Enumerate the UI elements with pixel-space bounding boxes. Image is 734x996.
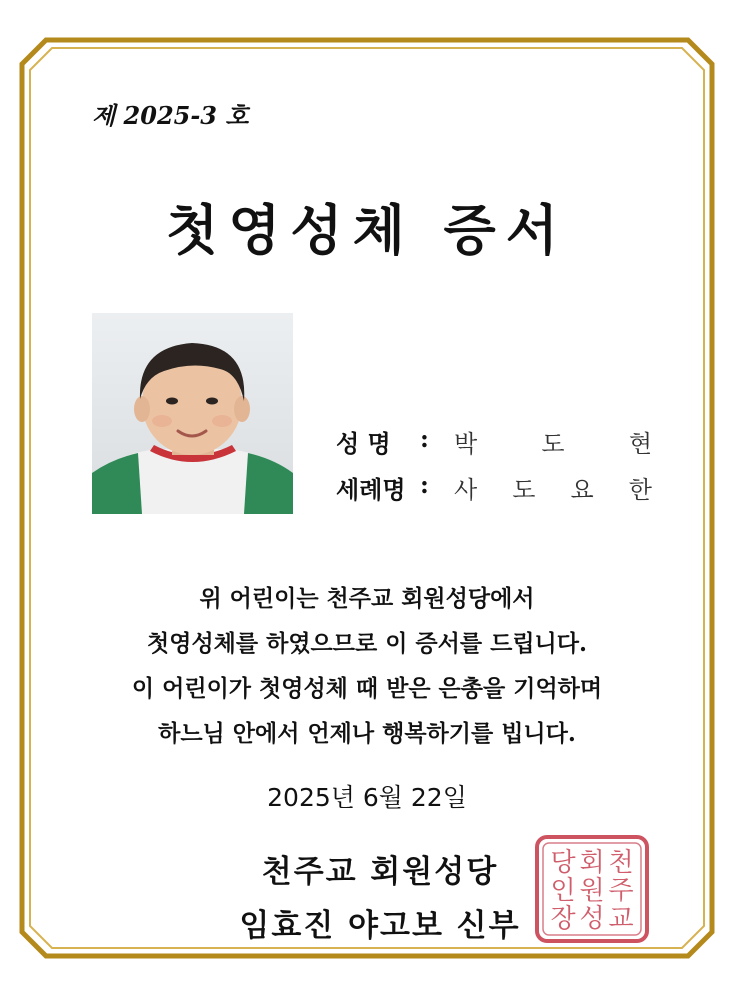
name-char: 도 <box>541 430 565 458</box>
baptism-char: 한 <box>628 476 652 504</box>
seal-char: 당 <box>550 848 576 878</box>
certificate-body <box>0 576 734 756</box>
baptism-name-colon: : <box>420 470 429 499</box>
issue-number: 제 2025-3 호 <box>92 101 249 130</box>
name-label: 성 명 <box>336 429 391 458</box>
child-portrait-photo <box>92 313 293 514</box>
seal-char: 장 <box>550 904 576 934</box>
red-seal-stamp <box>533 833 651 945</box>
certificate-title: 첫영성체 증서 <box>166 198 568 262</box>
certificate-date: 2025년 6월 22일 <box>267 783 467 812</box>
body-line: 첫영성체를 하였으므로 이 증서를 드립니다. <box>147 630 587 657</box>
body-line: 하느님 안에서 언제나 행복하기를 빕니다. <box>158 720 576 747</box>
name-char: 박 <box>454 430 478 458</box>
seal-char: 주 <box>608 876 634 906</box>
priest-name: 임효진 야고보 신부 <box>239 908 521 944</box>
baptism-name-label: 세례명 <box>336 475 406 504</box>
name-value <box>454 424 652 459</box>
seal-char: 교 <box>608 904 634 934</box>
parish-name: 천주교 회원성당 <box>261 854 499 890</box>
baptism-char: 도 <box>512 476 536 504</box>
seal-char: 원 <box>579 876 605 906</box>
seal-char: 회 <box>579 848 605 878</box>
name-char: 현 <box>628 430 652 458</box>
body-line: 이 어린이가 첫영성체 때 받은 은총을 기억하며 <box>131 675 603 702</box>
body-line: 위 어린이는 천주교 회원성당에서 <box>199 585 535 612</box>
baptism-char: 사 <box>454 476 478 504</box>
seal-char: 인 <box>550 876 576 906</box>
baptism-char: 요 <box>570 476 594 504</box>
baptism-name-value <box>454 470 652 505</box>
seal-char: 성 <box>579 904 605 934</box>
name-colon: : <box>420 424 429 453</box>
seal-char: 천 <box>608 848 634 878</box>
